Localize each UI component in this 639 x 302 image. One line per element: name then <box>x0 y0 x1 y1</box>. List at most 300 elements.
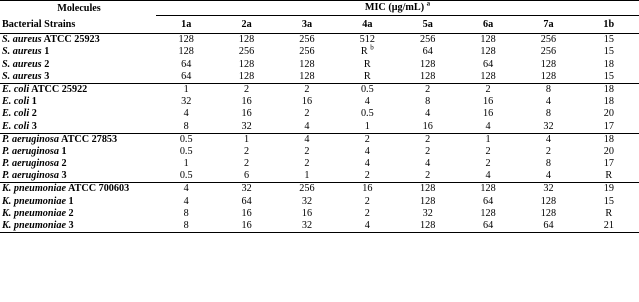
mic-value: 1 <box>304 170 310 182</box>
mic-value: 256 <box>238 46 255 58</box>
mic-value-cell <box>337 195 397 207</box>
mic-value-cell <box>518 46 578 58</box>
mic-value-cell <box>277 108 337 120</box>
mic-value-cell <box>216 208 276 220</box>
mic-value: 4 <box>364 96 370 108</box>
mic-value-cell <box>277 170 337 183</box>
strain-species: P. aeruginosa <box>2 133 59 145</box>
mic-value-cell <box>277 96 337 108</box>
mic-value-cell <box>337 58 397 70</box>
strain-species: K. pneumoniae <box>2 207 66 219</box>
mic-value-cell <box>579 96 639 108</box>
mic-value: 2 <box>304 83 310 95</box>
mic-value: 17 <box>603 120 614 132</box>
mic-value-cell <box>156 158 216 170</box>
mic-value: 32 <box>301 220 313 232</box>
table-row <box>0 158 639 170</box>
mic-value: 16 <box>241 108 252 120</box>
strain-suffix: 3 <box>41 70 50 82</box>
mic-value-cell <box>216 183 276 196</box>
mic-value: 64 <box>241 195 252 207</box>
mic-value: 16 <box>301 207 313 219</box>
mic-value: 128 <box>238 70 255 82</box>
strain-suffix: ATCC 700603 <box>65 183 130 195</box>
strain-species: P. aeruginosa <box>2 170 59 182</box>
mic-value-cell <box>156 208 216 220</box>
mic-value-cell <box>216 220 276 233</box>
mic-value: 128 <box>540 70 557 82</box>
mic-value-cell <box>156 46 216 58</box>
table-row <box>0 34 639 47</box>
mic-value-cell <box>458 133 518 146</box>
strain-suffix: ATCC 25922 <box>29 83 88 95</box>
strain-species: S. aureus <box>2 46 42 58</box>
mic-value-cell <box>458 83 518 96</box>
mic-value: 8 <box>183 220 189 232</box>
mic-header-footnote: a <box>426 0 431 8</box>
table-row <box>0 208 639 220</box>
mic-value: 2 <box>485 83 491 95</box>
mic-value-cell <box>277 83 337 96</box>
mic-value-cell <box>216 96 276 108</box>
mic-value: 64 <box>482 58 494 70</box>
column-header-5a: 5a <box>422 19 433 31</box>
mic-value: 20 <box>603 108 614 120</box>
strain-name-cell <box>0 83 156 96</box>
strain-species: E. coli <box>2 96 30 108</box>
strain-suffix: 3 <box>65 220 74 232</box>
strain-species: P. aeruginosa <box>2 158 59 170</box>
mic-value-cell <box>216 108 276 120</box>
mic-value: 4 <box>304 120 310 132</box>
mic-value-cell <box>579 208 639 220</box>
mic-value: 21 <box>603 220 614 232</box>
mic-value-cell <box>277 146 337 158</box>
mic-value-cell <box>458 34 518 47</box>
strain-name-cell <box>0 183 156 196</box>
mic-value-cell <box>518 133 578 146</box>
mic-value: 256 <box>540 46 557 58</box>
mic-value-cell <box>398 71 458 84</box>
mic-value-cell <box>518 158 578 170</box>
mic-value: 0.5 <box>179 145 193 157</box>
strain-name-cell <box>0 133 156 146</box>
strain-suffix: 1 <box>41 46 50 58</box>
mic-value-cell <box>216 34 276 47</box>
mic-value-cell <box>458 108 518 120</box>
strain-name-cell <box>0 120 156 133</box>
mic-value-cell <box>277 71 337 84</box>
mic-value-cell <box>458 120 518 133</box>
mic-value: 4 <box>425 158 431 170</box>
column-header-7a: 7a <box>543 19 554 31</box>
column-header-2a: 2a <box>241 19 252 31</box>
mic-value-cell <box>337 96 397 108</box>
mic-value-cell <box>579 58 639 70</box>
mic-value: 4 <box>183 195 189 207</box>
mic-value: 2 <box>364 195 370 207</box>
strain-suffix: 2 <box>59 158 67 170</box>
mic-value: 128 <box>420 220 436 232</box>
mic-value-cell <box>277 158 337 170</box>
strains-header: Bacterial Strains <box>2 19 76 31</box>
mic-value: 0.5 <box>360 83 374 95</box>
mic-value: R <box>363 58 371 70</box>
strain-species: S. aureus <box>2 70 42 82</box>
mic-value: 1 <box>485 133 491 145</box>
mic-header-box <box>156 2 639 16</box>
mic-value: 19 <box>603 183 614 195</box>
mic-value: 16 <box>482 108 494 120</box>
mic-value: 2 <box>364 207 370 219</box>
mic-value: 128 <box>178 46 194 58</box>
mic-header-label: MIC (μg/mL) <box>364 2 425 14</box>
mic-value: 18 <box>603 58 614 70</box>
header-row-columns <box>0 17 639 34</box>
mic-value: 4 <box>425 108 431 120</box>
mic-value: 4 <box>304 133 310 145</box>
strain-species: K. pneumoniae <box>2 195 66 207</box>
mic-value: 20 <box>603 145 614 157</box>
mic-value-cell <box>579 195 639 207</box>
table-row <box>0 120 639 133</box>
mic-value-cell <box>337 208 397 220</box>
strain-name-cell <box>0 208 156 220</box>
table-row <box>0 96 639 108</box>
strain-suffix: ATCC 25923 <box>41 34 100 46</box>
mic-value: 8 <box>183 207 189 219</box>
column-header-6a: 6a <box>482 19 494 31</box>
table-row <box>0 183 639 196</box>
mic-value: 128 <box>420 183 436 195</box>
mic-value: 256 <box>299 46 315 58</box>
mic-value: 16 <box>241 207 252 219</box>
mic-value-cell <box>156 96 216 108</box>
mic-value: 128 <box>178 34 194 46</box>
strain-suffix: 3 <box>59 170 67 182</box>
mic-value: 32 <box>301 195 313 207</box>
mic-value-cell <box>458 46 518 58</box>
mic-value: 15 <box>603 46 614 58</box>
mic-value: 2 <box>304 108 310 120</box>
mic-value-cell <box>458 183 518 196</box>
mic-value-cell <box>156 58 216 70</box>
mic-value: 16 <box>241 96 252 108</box>
mic-value-cell <box>398 183 458 196</box>
mic-value: 64 <box>482 220 494 232</box>
mic-value: R <box>605 170 613 182</box>
mic-value: 256 <box>299 34 315 46</box>
mic-value-cell <box>337 71 397 84</box>
mic-value: 15 <box>603 70 614 82</box>
strain-name-cell <box>0 195 156 207</box>
mic-value: 256 <box>540 34 557 46</box>
mic-value-cell <box>156 220 216 233</box>
mic-value-cell <box>518 34 578 47</box>
mic-value-cell <box>156 34 216 47</box>
strain-name-cell <box>0 34 156 47</box>
mic-value: 64 <box>422 46 433 58</box>
mic-value: 128 <box>480 46 496 58</box>
mic-value-cell <box>518 208 578 220</box>
mic-value: 16 <box>482 96 494 108</box>
strain-species: K. pneumoniae <box>2 220 66 232</box>
mic-value: 2 <box>364 170 370 182</box>
mic-value: 18 <box>603 83 614 95</box>
mic-value-cell <box>337 120 397 133</box>
mic-value-cell <box>458 158 518 170</box>
mic-value: 4 <box>485 120 491 132</box>
mic-value: 256 <box>299 183 315 195</box>
mic-value: 4 <box>485 170 491 182</box>
mic-value: 2 <box>244 83 250 95</box>
strain-species: E. coli <box>2 83 30 95</box>
mic-value-cell <box>337 83 397 96</box>
mic-value: 16 <box>362 183 373 195</box>
mic-value-cell <box>518 108 578 120</box>
mic-value-cell <box>337 108 397 120</box>
column-header-4a: 4a <box>362 19 373 31</box>
mic-value-cell <box>277 183 337 196</box>
mic-value-cell <box>277 120 337 133</box>
mic-value: 6 <box>244 170 250 182</box>
mic-value-cell <box>277 133 337 146</box>
table-row <box>0 83 639 96</box>
mic-value-cell <box>156 195 216 207</box>
mic-value-cell <box>156 71 216 84</box>
strain-name-cell <box>0 71 156 84</box>
table-row <box>0 146 639 158</box>
mic-value-cell <box>458 208 518 220</box>
strain-suffix: 2 <box>41 58 50 70</box>
mic-value: 256 <box>420 34 436 46</box>
mic-value: 128 <box>540 58 557 70</box>
strain-suffix: 1 <box>29 96 37 108</box>
mic-value-cell <box>398 158 458 170</box>
table-row <box>0 220 639 233</box>
mic-value-cell <box>398 133 458 146</box>
mic-value: 0.5 <box>179 133 193 145</box>
mic-value: 8 <box>425 96 431 108</box>
mic-value-cell <box>398 208 458 220</box>
mic-header <box>156 1 639 18</box>
mic-value: 4 <box>183 183 189 195</box>
mic-value-cell <box>579 146 639 158</box>
mic-value-cell <box>518 146 578 158</box>
mic-value: 2 <box>425 133 431 145</box>
mic-value: 2 <box>244 158 250 170</box>
mic-value: R <box>360 46 368 58</box>
mic-value-cell <box>458 96 518 108</box>
mic-value-cell <box>156 83 216 96</box>
mic-value: 2 <box>485 145 491 157</box>
mic-value-cell <box>156 133 216 146</box>
mic-value: 8 <box>183 120 189 132</box>
mic-value: 2 <box>304 145 310 157</box>
strain-species: S. aureus <box>2 58 42 70</box>
mic-value-cell <box>337 170 397 183</box>
mic-value-cell <box>277 208 337 220</box>
mic-value: 2 <box>364 133 370 145</box>
mic-value-cell <box>337 34 397 47</box>
mic-value-cell <box>216 146 276 158</box>
strain-suffix: ATCC 27853 <box>59 133 118 145</box>
strain-name-cell <box>0 58 156 70</box>
mic-value-cell <box>337 220 397 233</box>
mic-value: 128 <box>480 70 496 82</box>
mic-value-cell <box>216 58 276 70</box>
mic-value-cell <box>337 146 397 158</box>
mic-value-cell <box>337 158 397 170</box>
mic-value: 64 <box>543 220 554 232</box>
mic-value: 32 <box>241 183 252 195</box>
mic-value: 128 <box>420 195 436 207</box>
mic-value-cell <box>398 58 458 70</box>
mic-value: 2 <box>425 170 431 182</box>
mic-value: 128 <box>238 34 255 46</box>
mic-value-cell <box>398 195 458 207</box>
mic-value: 2 <box>545 145 551 157</box>
strain-suffix: 2 <box>65 207 74 219</box>
mic-value: 128 <box>480 183 496 195</box>
mic-value-cell <box>398 170 458 183</box>
mic-value-cell <box>277 46 337 58</box>
mic-value-cell <box>156 183 216 196</box>
mic-value: 32 <box>543 120 554 132</box>
mic-value: 8 <box>545 108 551 120</box>
mic-value: 1 <box>183 158 189 170</box>
mic-value-cell <box>458 220 518 233</box>
mic-value: 128 <box>299 70 315 82</box>
mic-value-cell <box>156 108 216 120</box>
strain-name-cell <box>0 158 156 170</box>
mic-value: 16 <box>301 96 313 108</box>
mic-value-cell <box>458 58 518 70</box>
mic-value-cell <box>398 120 458 133</box>
mic-value-cell <box>216 83 276 96</box>
mic-value-cell <box>579 71 639 84</box>
mic-value-cell <box>579 34 639 47</box>
mic-value: 4 <box>545 170 551 182</box>
table-row <box>0 108 639 120</box>
strain-name-cell <box>0 96 156 108</box>
molecules-header: Molecules <box>0 1 156 18</box>
mic-value-cell <box>579 108 639 120</box>
mic-value: 128 <box>420 58 436 70</box>
mic-value: 17 <box>603 158 614 170</box>
table-row <box>0 58 639 70</box>
mic-value-cell <box>398 83 458 96</box>
mic-value-cell <box>216 71 276 84</box>
strain-name-cell <box>0 108 156 120</box>
strain-name-cell <box>0 220 156 233</box>
strain-name-cell <box>0 170 156 183</box>
column-header-3a: 3a <box>301 19 313 31</box>
mic-value-cell <box>156 170 216 183</box>
mic-value: 4 <box>364 145 370 157</box>
mic-value: 8 <box>545 83 551 95</box>
strain-suffix: 1 <box>59 145 67 157</box>
column-header-1b: 1b <box>603 19 615 31</box>
mic-value-cell <box>518 83 578 96</box>
mic-value: 8 <box>545 158 551 170</box>
mic-value-cell <box>156 146 216 158</box>
mic-value-cell <box>518 120 578 133</box>
mic-value-cell <box>398 146 458 158</box>
mic-value-cell <box>337 46 397 58</box>
mic-value: 512 <box>359 34 375 46</box>
mic-value: 18 <box>603 133 614 145</box>
table-row <box>0 195 639 207</box>
mic-value-cell <box>156 120 216 133</box>
mic-value: 4 <box>545 96 551 108</box>
strain-suffix: 2 <box>29 108 37 120</box>
mic-value: 32 <box>241 120 252 132</box>
strain-species: S. aureus <box>2 34 42 46</box>
column-header-1a: 1a <box>181 19 192 31</box>
mic-value-cell <box>277 58 337 70</box>
mic-value: 1 <box>183 83 189 95</box>
mic-value: 15 <box>603 34 614 46</box>
mic-value: 16 <box>241 220 252 232</box>
mic-table-body <box>0 34 639 233</box>
mic-value-cell <box>458 195 518 207</box>
mic-value: 128 <box>540 195 557 207</box>
mic-value-cell <box>398 34 458 47</box>
mic-value-cell <box>216 170 276 183</box>
mic-value-cell <box>398 46 458 58</box>
table-row <box>0 71 639 84</box>
mic-value-cell <box>579 46 639 58</box>
mic-value-cell <box>518 170 578 183</box>
strain-species: P. aeruginosa <box>2 145 59 157</box>
mic-value-cell <box>518 58 578 70</box>
mic-value: 0.5 <box>360 108 374 120</box>
mic-value: 4 <box>364 220 370 232</box>
mic-value-cell <box>216 46 276 58</box>
mic-value-cell <box>518 71 578 84</box>
footnote-marker: b <box>370 44 374 53</box>
strain-suffix: 3 <box>29 120 37 132</box>
table-row <box>0 133 639 146</box>
mic-value-cell <box>518 183 578 196</box>
mic-value: 18 <box>603 96 614 108</box>
mic-value-cell <box>216 133 276 146</box>
mic-value: 1 <box>244 133 250 145</box>
strain-name-cell <box>0 146 156 158</box>
mic-value: 2 <box>425 145 431 157</box>
mic-value: 4 <box>545 133 551 145</box>
mic-value: 32 <box>181 96 192 108</box>
mic-value-cell <box>216 120 276 133</box>
mic-value-cell <box>216 195 276 207</box>
strain-species: E. coli <box>2 120 30 132</box>
mic-value: 2 <box>425 83 431 95</box>
table-row <box>0 170 639 183</box>
strain-name-cell <box>0 46 156 58</box>
mic-value: 15 <box>603 195 614 207</box>
mic-value-cell <box>277 195 337 207</box>
mic-value: 32 <box>543 183 554 195</box>
mic-value: 128 <box>420 70 436 82</box>
mic-value: 0.5 <box>179 170 193 182</box>
mic-value: 32 <box>422 207 433 219</box>
mic-value-cell <box>337 183 397 196</box>
mic-value: 2 <box>485 158 491 170</box>
mic-value: 16 <box>422 120 433 132</box>
mic-value: 128 <box>480 207 496 219</box>
strain-species: E. coli <box>2 108 30 120</box>
